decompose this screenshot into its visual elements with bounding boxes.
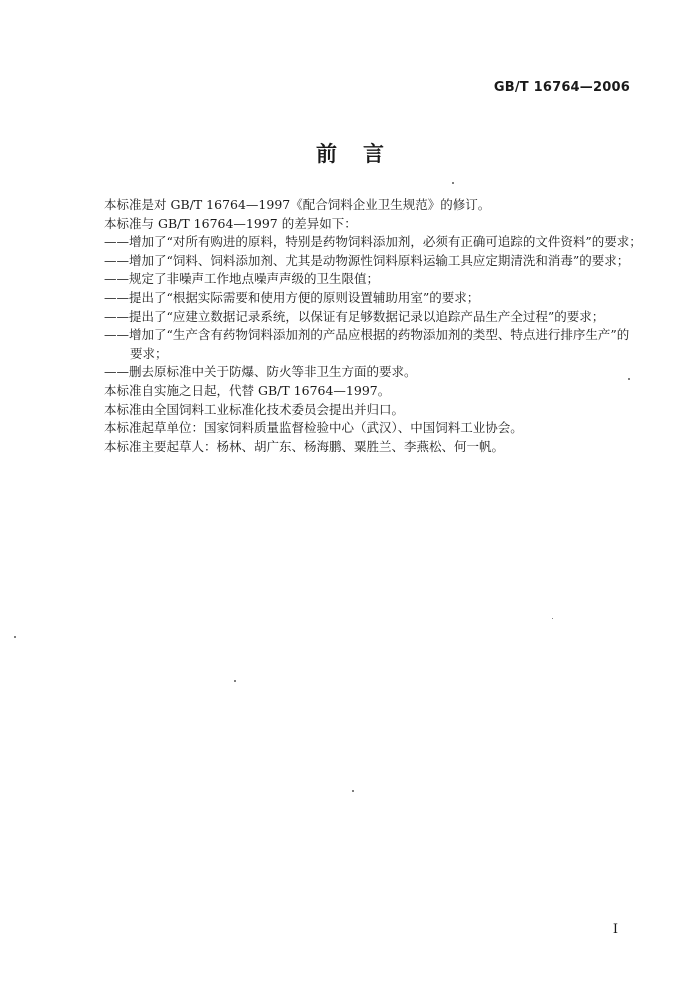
foreword-body (104, 196, 644, 456)
scan-speck (234, 680, 236, 682)
difference-item: ——提出了“根据实际需要和使用方便的原则设置辅助用室”的要求； (104, 289, 480, 305)
foreword-line: 本标准主要起草人：杨林、胡广东、杨海鹏、粟胜兰、李燕松、何一帆。 (104, 438, 505, 454)
difference-item: ——增加了“生产含有药物饲料添加剂的产品应根据的药物添加剂的类型、特点进行排序生产”的 (104, 327, 630, 343)
scan-speck (452, 182, 454, 184)
scan-speck (14, 636, 16, 638)
difference-item-continuation: 要求； (130, 345, 168, 361)
difference-item: ——提出了“应建立数据记录系统，以保证有足够数据记录以追踪产品生产全过程”的要求； (104, 308, 605, 324)
difference-item: ——增加了“对所有购进的原料，特别是药物饲料添加剂，必须有正确可追踪的文件资料”的要求； (104, 234, 642, 250)
difference-item: ——增加了“饲料、饲料添加剂、尤其是动物源性饲料原料运输工具应定期清洗和消毒”的要求； (104, 252, 630, 268)
foreword-line: 本标准与 GB/T 16764—1997 的差异如下： (104, 215, 357, 231)
standard-code: GB/T 16764—2006 (493, 80, 630, 95)
foreword-line: 本标准是对 GB/T 16764—1997《配合饲料企业卫生规范》的修订。 (104, 197, 491, 212)
page-number: I (612, 922, 618, 937)
scan-speck (552, 618, 553, 619)
foreword-line: 本标准由全国饲料工业标准化技术委员会提出并归口。 (104, 401, 405, 417)
foreword-line: 本标准自实施之日起，代替 GB/T 16764—1997。 (104, 382, 391, 398)
scan-speck (352, 790, 354, 792)
foreword-line: 本标准起草单位：国家饲料质量监督检验中心（武汉）、中国饲料工业协会。 (104, 420, 523, 436)
page-title: 前言 (316, 142, 410, 166)
scan-speck (628, 378, 630, 380)
difference-item: ——删去原标准中关于防爆、防火等非卫生方面的要求。 (104, 364, 417, 380)
difference-item: ——规定了非噪声工作地点噪声声级的卫生限值； (104, 271, 380, 287)
